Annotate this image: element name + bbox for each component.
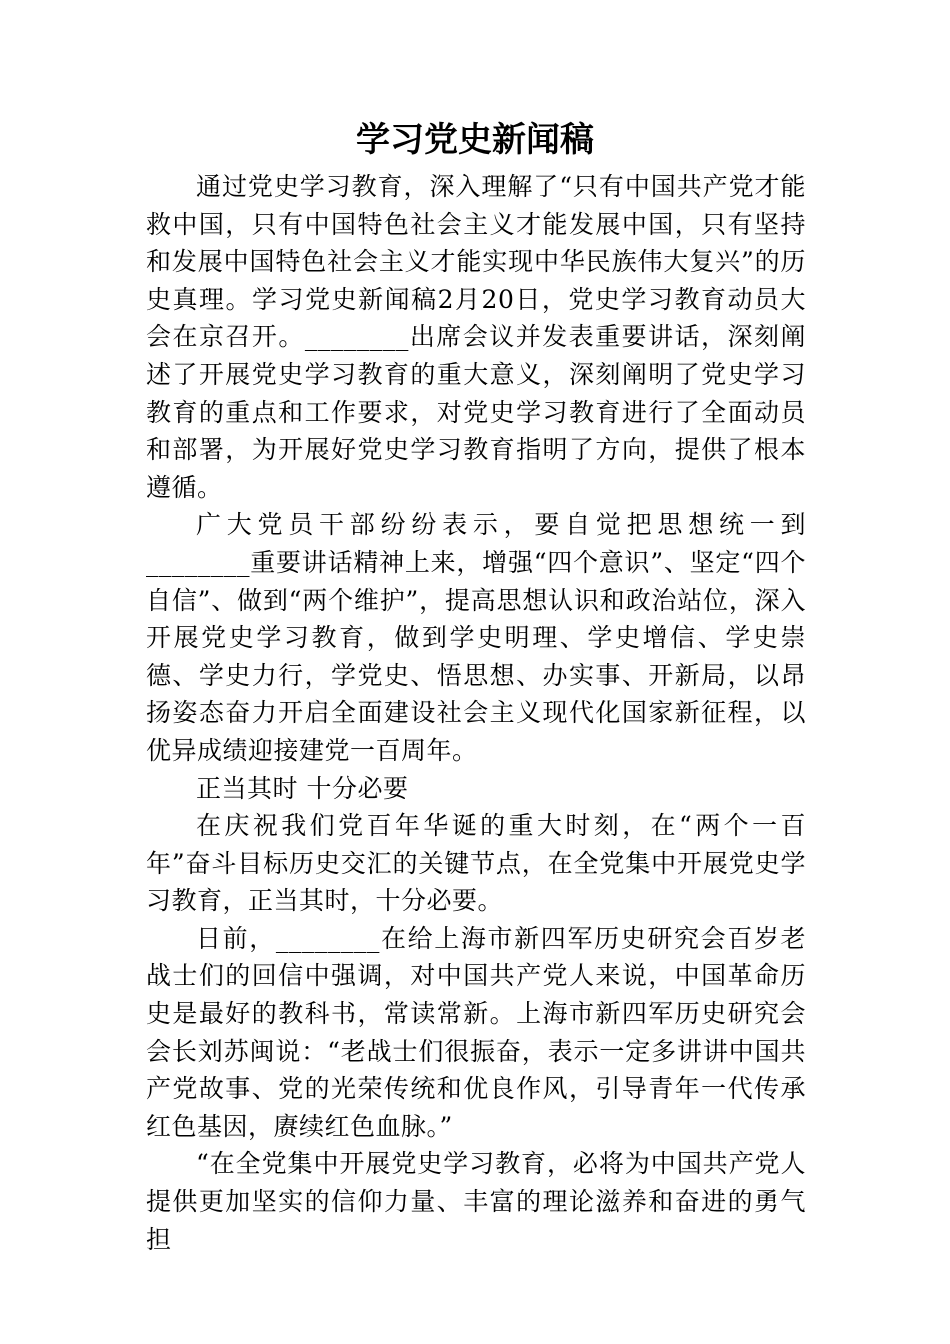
paragraph-quote: “在全党集中开展党史学习教育，必将为中国共产党人提供更加坚实的信仰力量、丰富的理论滋养和奋进的勇气担 bbox=[146, 1149, 806, 1254]
paragraph-party-members: 广大党员干部纷纷表示，要自觉把思想统一到________重要讲话精神上来，增强“四个意识”、坚定“四个自信”、做到“两个维护”，提高思想认识和政治站位，深入开展党史学习教育，做到学史明理、学史增信、学史崇德、学史力行，学党史、悟思想、办实事、开新局，以昂扬姿态奋力开启全面建设社会主义现代化国家新征程，以优异成绩迎接建党一百周年。 bbox=[146, 510, 806, 765]
paragraph-reply-letter: 日前，________在给上海市新四军历史研究会百岁老战士们的回信中强调，对中国共产党人来说，中国革命历史是最好的教科书，常读常新。上海市新四军历史研究会会长刘苏闽说：“老战士们很振奋，表示一定多讲讲中国共产党故事、党的光荣传统和优良作风，引导青年一代传承红色基因，赓续红色血脉。” bbox=[146, 923, 806, 1141]
paragraph-intro: 通过党史学习教育，深入理解了“只有中国共产党才能救中国，只有中国特色社会主义才能发展中国，只有坚持和发展中国特色社会主义才能实现中华民族伟大复兴”的历史真理。学习党史新闻稿2月20日，党史学习教育动员大会在京召开。________出席会议并发表重要讲话，深刻阐述了开展党史学习教育的重大意义，深刻阐明了党史学习教育的重点和工作要求，对党史学习教育进行了全面动员和部署，为开展好党史学习教育指明了方向，提供了根本遵循。 bbox=[146, 172, 806, 502]
section-heading: 正当其时 十分必要 bbox=[196, 773, 409, 803]
document-title: 学习党史新闻稿 bbox=[356, 120, 594, 160]
paragraph-centenary: 在庆祝我们党百年华诞的重大时刻，在“两个一百年”奋斗目标历史交汇的关键节点，在全党集中开展党史学习教育，正当其时，十分必要。 bbox=[146, 811, 806, 916]
document-body bbox=[146, 168, 806, 1258]
